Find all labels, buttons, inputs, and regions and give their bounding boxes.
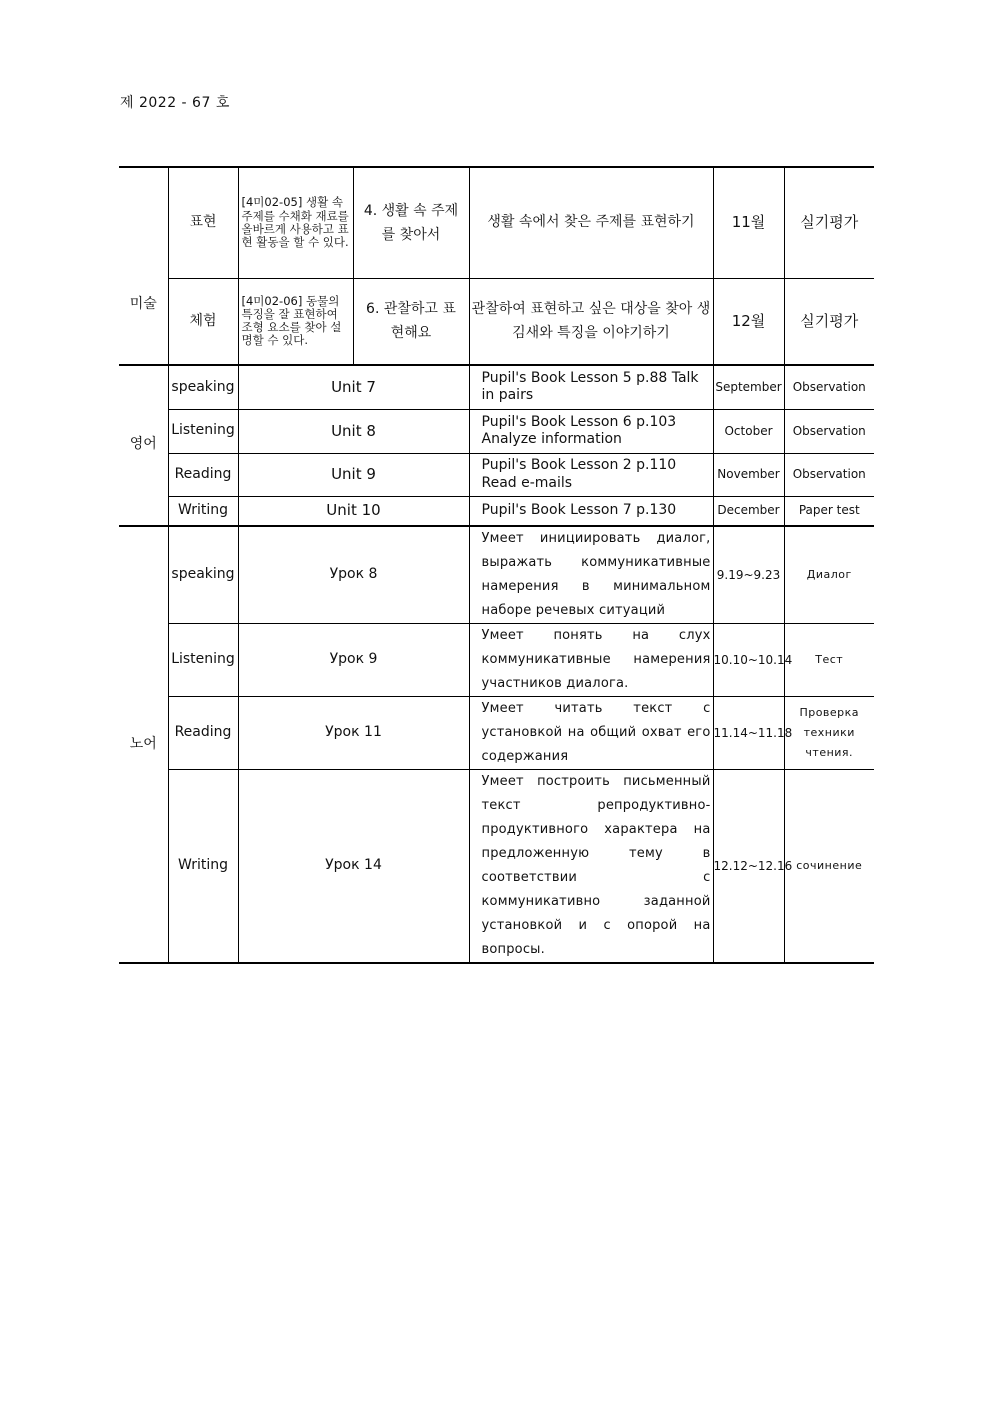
content-cell: Умеет понять на слух коммуникативные намерения участников диалога. — [469, 624, 713, 697]
unit-cell: Урок 9 — [238, 624, 469, 697]
russian-row-1 — [119, 526, 874, 624]
area-cell: speaking — [168, 365, 238, 409]
method-cell: Observation — [784, 409, 874, 453]
subject-art: 미술 — [119, 167, 168, 365]
subject-russian: 노어 — [119, 526, 168, 963]
unit-cell: Unit 8 — [238, 409, 469, 453]
art-row-1 — [119, 167, 874, 278]
unit-cell: 6. 관찰하고 표현해요 — [353, 278, 469, 365]
unit-cell: Unit 9 — [238, 453, 469, 496]
method-cell: Observation — [784, 365, 874, 409]
period-cell: 12월 — [713, 278, 784, 365]
area-cell: Listening — [168, 624, 238, 697]
unit-cell: Урок 11 — [238, 697, 469, 770]
area-cell: 체험 — [168, 278, 238, 365]
area-cell: 표현 — [168, 167, 238, 278]
content-cell: Умеет читать текст с установкой на общий охват его содержания — [469, 697, 713, 770]
method-cell: Тест — [784, 624, 874, 697]
period-cell: 10.10~10.14 — [713, 624, 784, 697]
period-cell: 11월 — [713, 167, 784, 278]
standard-cell: [4미02-06] 동물의 특징을 잘 표현하여 조형 요소를 찾아 설명할 수 있다. — [238, 278, 353, 365]
content-cell: Умеет построить письменный текст репродуктивно-продуктивного характера на предложенную тему в соответствии с коммуникативно заданной установкой и с опорой на вопросы. — [469, 770, 713, 964]
period-cell: November — [713, 453, 784, 496]
russian-row-3 — [119, 697, 874, 770]
area-cell: Listening — [168, 409, 238, 453]
content-cell: Pupil's Book Lesson 6 p.103 Analyze information — [469, 409, 713, 453]
content-cell: Pupil's Book Lesson 2 p.110 Read e-mails — [469, 453, 713, 496]
russian-row-2 — [119, 624, 874, 697]
content-cell: 관찰하여 표현하고 싶은 대상을 찾아 생김새와 특징을 이야기하기 — [469, 278, 713, 365]
method-cell: Paper test — [784, 496, 874, 526]
period-cell: 12.12~12.16 — [713, 770, 784, 964]
unit-cell: Unit 10 — [238, 496, 469, 526]
method-cell: 실기평가 — [784, 167, 874, 278]
method-cell: Проверка техники чтения. — [784, 697, 874, 770]
period-cell: 11.14~11.18 — [713, 697, 784, 770]
area-cell: Reading — [168, 453, 238, 496]
subject-english: 영어 — [119, 365, 168, 526]
english-row-4 — [119, 496, 874, 526]
period-cell: October — [713, 409, 784, 453]
english-row-3 — [119, 453, 874, 496]
content-cell: Pupil's Book Lesson 7 p.130 — [469, 496, 713, 526]
content-cell: Умеет инициировать диалог, выражать коммуникативные намерения в минимальном наборе речевых ситуаций — [469, 526, 713, 624]
method-cell: Observation — [784, 453, 874, 496]
english-row-2 — [119, 409, 874, 453]
area-cell: Writing — [168, 496, 238, 526]
period-cell: December — [713, 496, 784, 526]
area-cell: speaking — [168, 526, 238, 624]
area-cell: Reading — [168, 697, 238, 770]
standard-cell: [4미02-05] 생활 속 주제를 수채화 재료를 올바르게 사용하고 표현 활동을 할 수 있다. — [238, 167, 353, 278]
evaluation-plan-table — [119, 166, 874, 964]
period-cell: September — [713, 365, 784, 409]
content-cell: 생활 속에서 찾은 주제를 표현하기 — [469, 167, 713, 278]
art-row-2 — [119, 278, 874, 365]
area-cell: Writing — [168, 770, 238, 964]
unit-cell: Unit 7 — [238, 365, 469, 409]
method-cell: 실기평가 — [784, 278, 874, 365]
unit-cell: 4. 생활 속 주제를 찾아서 — [353, 167, 469, 278]
unit-cell: Урок 8 — [238, 526, 469, 624]
method-cell: сочинение — [784, 770, 874, 964]
content-cell: Pupil's Book Lesson 5 p.88 Talk in pairs — [469, 365, 713, 409]
document-number: 제 2022 - 67 호 — [120, 95, 230, 111]
method-cell: Диалог — [784, 526, 874, 624]
unit-cell: Урок 14 — [238, 770, 469, 964]
russian-row-4 — [119, 770, 874, 964]
english-row-1 — [119, 365, 874, 409]
period-cell: 9.19~9.23 — [713, 526, 784, 624]
